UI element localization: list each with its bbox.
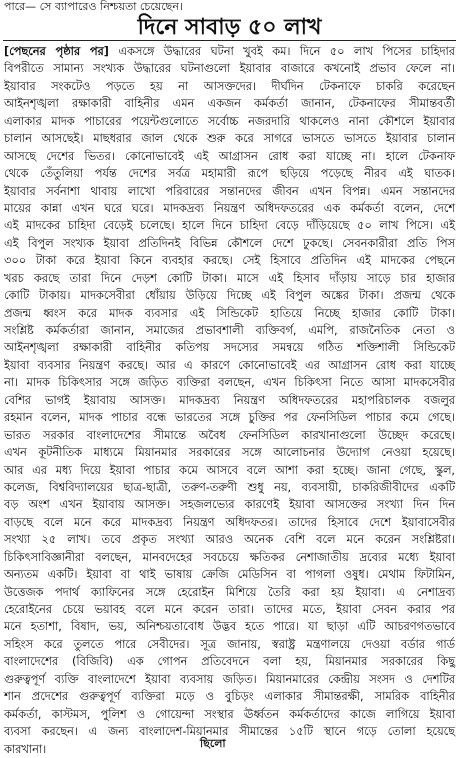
article-line xyxy=(4,653,455,670)
article-line-text: আইনশৃঙ্খলা রক্ষাকারী বাহিনীর কতিপয় সদস্যের সমন্বয়ে গঠিত শক্তিশালী সিন্ডিকেট xyxy=(4,341,455,355)
article-line xyxy=(4,427,455,444)
article-line-text: রহমান বলেন, মাদক পাচার বন্ধে ভারতের সঙ্গে চুক্তির পর ফেনসিডিল পাচার কমে গেছে। xyxy=(4,411,455,425)
article-line xyxy=(4,287,455,304)
article-line-text: কলেজ, বিশ্ববিদ্যালয়ের ছাত্র-ছাত্রী, তরুণ-তরুণী শুধু নয়, ব্যবসায়ী, চাকরিজীবীদের একটি xyxy=(4,480,455,494)
article-line xyxy=(4,339,455,356)
article-line xyxy=(4,43,455,60)
article-line xyxy=(4,305,455,322)
article-line-text: না। মাদক চিকিৎসার সঙ্গে জড়িত ব্যক্তিরা বলছেন, এখন চিকিৎসা নিতে আসা মাদকসেবীর xyxy=(4,376,455,390)
article-line-text: এই বিপুল সংখ্যক ইয়াবা প্রতিদিনই বিভিন্ন কৌশলে দেশে ঢুকছে। সেবনকারীরা প্রতি পিস xyxy=(4,236,455,250)
article-line xyxy=(4,409,455,426)
article-line xyxy=(4,270,455,287)
headline-divider xyxy=(3,40,456,41)
article-line xyxy=(4,392,455,409)
article-line xyxy=(4,671,455,688)
article-line-text: সংখ্যা ২৫ লাখ। তবে প্রকৃত সংখ্যা আরও অনেক বেশি বলে মনে করেন সংশ্লিষ্টরা। xyxy=(4,533,455,547)
article-line xyxy=(4,531,455,548)
article-line xyxy=(4,217,455,234)
article-line-text: বিপরীতে সামান্য সংখ্যক উদ্ধারের ঘটনাগুলো ইয়াবার বাজারে কখনোই প্রভাব ফেলে না। xyxy=(4,62,455,76)
article-line xyxy=(4,549,455,566)
article-line-text: বেশির ভাগই ইয়াবায় আসক্ত। মাদকদ্রব্য নিয়ন্ত্রণ অধিদফতরের মহাপরিচালক বজলুর xyxy=(4,393,455,407)
article-line-text: সহিংস করে তুলতে পারে সেবীদের। সূত্র জানায়, স্বরাষ্ট্র মন্ত্রণালয়ে দেওয়া বর্ডার গার্ড xyxy=(4,637,455,651)
article-line xyxy=(4,130,455,147)
article-line xyxy=(4,113,455,130)
article-line-text: আর এর মধ্য দিয়ে ইয়াবা পাচার কমে আসবে বলে আশা করা হচ্ছে। জানা গেছে, স্কুল, xyxy=(4,463,455,477)
article-body xyxy=(4,43,455,758)
article-line-text: খরচ করছে তারা দিনে দেড়শ কোটি টাকা। মাসে এই হিসাব দাঁড়ায় সাড়ে চার হাজার xyxy=(4,271,455,285)
article-line xyxy=(4,322,455,339)
article-line-text: শান প্রদেশের গুরুত্বপূর্ণ ব্যক্তিরা মড়ে ও বুচিড়ং এলাকার সীমান্তরক্ষী, সামরিক বাহিনীর xyxy=(4,690,455,704)
article-line-text: এলাকার মাদক পাচারের পয়েন্টগুলোতে সর্বোচ্চ নজরদারি থাকলেও নানা কৌশলে ইয়াবার xyxy=(4,114,455,128)
article-line-text: বড় অংশ এখন ইয়াবায় আসক্ত। সহজলভ্যের কারণেই ইয়াবা আসক্তের সংখ্যা দিন দিন xyxy=(4,498,455,512)
article-line-text: অন্যতম একটি। ইয়াবা বা থাই ভাষায় ক্রেজি মেডিসিন বা পাগলা ওষুধ। মেথাম ফিটামিন, xyxy=(4,568,455,582)
article-line-text: ভারত সরকার বাংলাদেশের সীমান্তে অবৈধ ফেনসিডিল কারখানাগুলো উচ্ছেদ করেছে। xyxy=(4,428,455,442)
article-line xyxy=(4,618,455,635)
article-line-text: বাংলাদেশের (বিজিবি) এক গোপন প্রতিবেদনে বলা হয়, মিয়ানমার সরকারের কিছু xyxy=(4,655,455,669)
article-line-text: ইয়াবার সর্বনাশা থাবায় লাখো পরিবারের সন্তানদের জীবন এখন বিপন্ন। এমন সন্তানদের xyxy=(4,184,455,198)
article-line xyxy=(4,200,455,217)
article-line-text: থেকে তেঁতুলিয়া পর্যন্ত দেশের সর্বত্র মহামারী রূপে ছড়িয়ে পড়েছে নীরব এই ঘাতক। xyxy=(4,167,455,181)
article-line xyxy=(4,566,455,583)
article-line xyxy=(4,357,455,374)
article-line-text: চিকিৎসাবিজ্ঞানীরা বলছেন, মানবদেহের সবচেয়ে ক্ষতিকর নেশাজাতীয় দ্রব্যের মধ্যে ইয়াবা xyxy=(4,550,455,564)
article-line-text: গুরুত্বপূর্ণ ব্যক্তি বাংলাদেশে ইয়াবা ব্যবসায় জড়িত। মিয়ানমারের কেন্দ্রীয় সংসদ ও দেশটির xyxy=(4,672,455,686)
article-line xyxy=(4,78,455,95)
continuation-tag: [পেছনের পৃষ্ঠার পর] xyxy=(4,45,109,58)
article-line-text: এই মাদকের চাহিদা বেড়েই চলেছে। হালে দিনে চাহিদা বেড়ে দাঁড়িয়েছে ৫০ লাখ পিসে। এই xyxy=(4,219,455,233)
article-line-text: মনে হতাশা, বিষাদ, ভয়, অনিশ্চয়তাবোধ উদ্ভব হতে পারে। যা ছাড়া এটি আচরণগতভাবে xyxy=(4,620,455,634)
article-line xyxy=(4,374,455,391)
article-line xyxy=(4,636,455,653)
article-line xyxy=(4,496,455,513)
article-line-text: হেরোইনের চেয়ে ভয়াবহ বলে মনে করেন তারা। তাদের মতে, ইয়াবা সেবন করার পর xyxy=(4,603,455,616)
article-line-text: ইয়াবা ব্যবসার নিয়ন্ত্রণ করছে। আর এ কারণে কোনোভাবেই এর আগ্রাসন রোধ করা যাচ্ছে xyxy=(4,358,455,372)
article-line-text: এখন কূটনীতিক মাধ্যমে মিয়ানমার সরকারের সঙ্গে আলোচনার উদ্যোগ নেওয়া হয়েছে। xyxy=(4,446,455,460)
article-line-text: আসছে দেশের ভিতর। কোনোভাবেই এই আগ্রাসন রোধ করা যাচ্ছে না। হালে টেকনাফ xyxy=(4,149,455,163)
article-line-text: প্রজন্ম ধ্বংস করে মাদক ব্যবসার এই সিন্ডিকেট হাতিয়ে নিচ্ছে হাজার কোটি টাকা। xyxy=(4,306,455,320)
article-line xyxy=(4,688,455,705)
article-line xyxy=(4,60,455,77)
article-line xyxy=(4,462,455,479)
article-line-text: কর্মকর্তা, কাস্টমস, পুলিশ ও গোয়েন্দা সংস্থার ঊর্ধ্বতন কর্মকর্তাদের কাজে লাগিয়ে ইয়াবা xyxy=(4,707,455,721)
article-line-text: কোটি টাকায়। মাদকসেবীরা ধোঁয়ায় উড়িয়ে দিচ্ছে এই বিপুল অঙ্কের টাকা। প্রজন্ম থেকে xyxy=(4,289,455,303)
article-line-text: একসঙ্গে উদ্ধারের ঘটনা খুবই কম। দিনে ৫০ লাখ পিসের চাহিদার xyxy=(108,45,455,58)
article-line-text: কারখানা। xyxy=(4,742,47,756)
article-line xyxy=(4,252,455,269)
article-line xyxy=(4,95,455,112)
article-line xyxy=(4,584,455,601)
next-article-fragment: ছিলো xyxy=(200,737,226,750)
article-line xyxy=(4,706,455,723)
article-line-text: ইয়াবার সংকটেও পড়তে হয় না আসক্তদের। দীর্ঘদিন টেকনাফে চাকরি করেছেন xyxy=(4,79,455,93)
article-line xyxy=(4,444,455,461)
article-line-text: সংশ্লিষ্ট কর্মকর্তারা জানান, সমাজের প্রভাবশালী ব্যক্তিবর্গ, এমপি, রাজনৈতিক নেতা ও xyxy=(4,324,455,337)
article-line-text: ৩০০ টাকা করে ইয়াবা কিনে ব্যবহার করছে। সেই হিসাবে প্রতিদিন এই মাদকের পেছনে xyxy=(4,254,455,268)
article-line-text: বাড়ছে বলে মনে করে মাদকদ্রব্য নিয়ন্ত্রণ অধিদফতর। তাদের হিসাবে দেশে ইয়াবাসেবীর xyxy=(4,515,455,529)
article-line xyxy=(4,235,455,252)
previous-article-fragment: পারে— সে ব্যাপারেও নিশ্চয়তা চেয়েছেন। xyxy=(4,0,183,13)
article-line xyxy=(4,479,455,496)
article-line-text: উত্তেজক পদার্থ ক্যাফিনের সঙ্গে হেরোইন মিশিয়ে তৈরি করা হয় ইয়াবা। এ নেশাদ্রব্য xyxy=(4,585,455,599)
article-line-text: চালান আসছেই। মাছধরার জাল থেকে শুরু করে সাগরে ভাসতে ভাসতে ইয়াবার চালান xyxy=(4,132,455,146)
article-headline: দিনে সাবাড় ৫০ লাখ xyxy=(137,15,322,40)
article-line-text: আইনশৃঙ্খলা রক্ষাকারী বাহিনীর এমন একজন কর্মকর্তা জানান, টেকনাফের সীমান্তবর্তী xyxy=(4,97,455,111)
article-line-text: ব্যবসা করছেন। এ জন্য বাংলাদেশ-মিয়ানমার সীমান্তের ১৫টি স্থানে গড়ে তোলা হয়েছে xyxy=(4,725,455,739)
article-line xyxy=(4,601,455,618)
article-line xyxy=(4,148,455,165)
article-line-text: মায়ের কান্না এখন ঘরে ঘরে। মাদকদ্রব্য নিয়ন্ত্রণ অধিদফতরের এক কর্মকর্তা বলেন, দেশে xyxy=(4,201,455,215)
article-line xyxy=(4,165,455,182)
article-line xyxy=(4,514,455,531)
article-line xyxy=(4,183,455,200)
